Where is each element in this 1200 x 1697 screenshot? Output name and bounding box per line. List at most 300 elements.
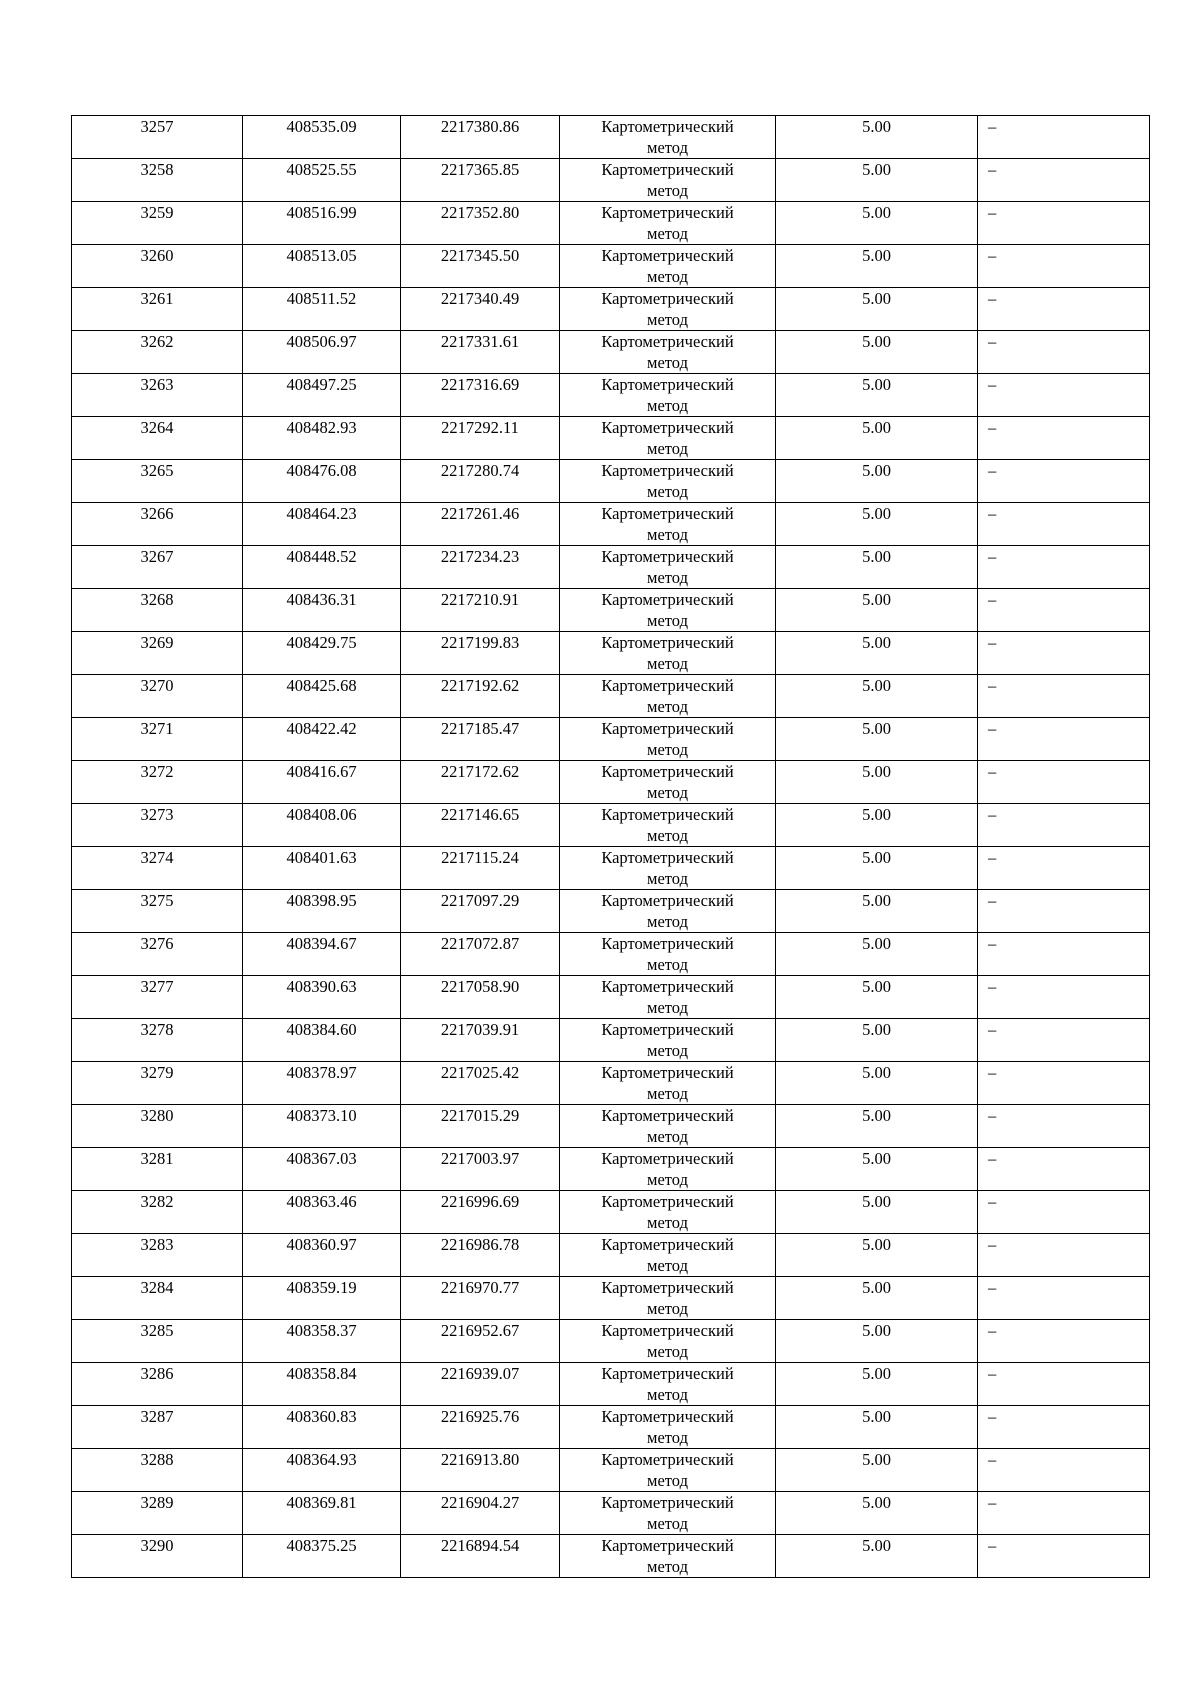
table-row [72, 1363, 1150, 1406]
description-cell: – [978, 1320, 1150, 1363]
method-line-2: метод [647, 955, 688, 974]
method-line-1: Картометрический [601, 633, 734, 652]
method-cell [560, 202, 776, 245]
method-line-2: метод [647, 654, 688, 673]
description-cell: – [978, 116, 1150, 159]
accuracy-cell: 5.00 [776, 1449, 978, 1492]
description-cell: – [978, 933, 1150, 976]
point-number-cell: 3285 [72, 1320, 243, 1363]
accuracy-cell: 5.00 [776, 331, 978, 374]
method-line-2: метод [647, 826, 688, 845]
method-line-2: метод [647, 998, 688, 1017]
method-line-1: Картометрический [601, 1020, 734, 1039]
method-line-1: Картометрический [601, 1493, 734, 1512]
table-row [72, 288, 1150, 331]
description-cell: – [978, 675, 1150, 718]
description-cell: – [978, 847, 1150, 890]
method-line-2: метод [647, 740, 688, 759]
x-coordinate-cell: 408394.67 [243, 933, 401, 976]
x-coordinate-cell: 408369.81 [243, 1492, 401, 1535]
point-number-cell: 3260 [72, 245, 243, 288]
method-line-1: Картометрический [601, 719, 734, 738]
y-coordinate-cell: 2216986.78 [401, 1234, 560, 1277]
accuracy-cell: 5.00 [776, 1148, 978, 1191]
method-cell [560, 1363, 776, 1406]
method-cell [560, 1406, 776, 1449]
x-coordinate-cell: 408511.52 [243, 288, 401, 331]
y-coordinate-cell: 2217210.91 [401, 589, 560, 632]
table-row [72, 718, 1150, 761]
point-number-cell: 3261 [72, 288, 243, 331]
accuracy-cell: 5.00 [776, 374, 978, 417]
y-coordinate-cell: 2217292.11 [401, 417, 560, 460]
table-row [72, 1277, 1150, 1320]
x-coordinate-cell: 408516.99 [243, 202, 401, 245]
method-cell [560, 1191, 776, 1234]
x-coordinate-cell: 408416.67 [243, 761, 401, 804]
x-coordinate-cell: 408363.46 [243, 1191, 401, 1234]
x-coordinate-cell: 408358.37 [243, 1320, 401, 1363]
method-line-2: метод [647, 1170, 688, 1189]
method-cell [560, 1320, 776, 1363]
y-coordinate-cell: 2217340.49 [401, 288, 560, 331]
y-coordinate-cell: 2216939.07 [401, 1363, 560, 1406]
description-cell: – [978, 1277, 1150, 1320]
method-cell [560, 374, 776, 417]
method-cell [560, 1277, 776, 1320]
accuracy-cell: 5.00 [776, 1019, 978, 1062]
method-cell [560, 417, 776, 460]
table-row [72, 804, 1150, 847]
method-cell [560, 546, 776, 589]
method-line-2: метод [647, 783, 688, 802]
accuracy-cell: 5.00 [776, 804, 978, 847]
x-coordinate-cell: 408401.63 [243, 847, 401, 890]
y-coordinate-cell: 2217039.91 [401, 1019, 560, 1062]
table-row [72, 632, 1150, 675]
method-line-1: Картометрический [601, 1321, 734, 1340]
method-cell [560, 976, 776, 1019]
method-cell [560, 1019, 776, 1062]
accuracy-cell: 5.00 [776, 1320, 978, 1363]
description-cell: – [978, 1449, 1150, 1492]
y-coordinate-cell: 2217261.46 [401, 503, 560, 546]
table-row [72, 245, 1150, 288]
description-cell: – [978, 632, 1150, 675]
y-coordinate-cell: 2216925.76 [401, 1406, 560, 1449]
table-row [72, 1019, 1150, 1062]
method-line-1: Картометрический [601, 1235, 734, 1254]
accuracy-cell: 5.00 [776, 417, 978, 460]
y-coordinate-cell: 2217015.29 [401, 1105, 560, 1148]
table-row [72, 546, 1150, 589]
table-row [72, 675, 1150, 718]
accuracy-cell: 5.00 [776, 460, 978, 503]
x-coordinate-cell: 408358.84 [243, 1363, 401, 1406]
table-row [72, 1148, 1150, 1191]
method-line-2: метод [647, 1471, 688, 1490]
y-coordinate-cell: 2217234.23 [401, 546, 560, 589]
y-coordinate-cell: 2217316.69 [401, 374, 560, 417]
x-coordinate-cell: 408390.63 [243, 976, 401, 1019]
method-line-2: метод [647, 912, 688, 931]
x-coordinate-cell: 408476.08 [243, 460, 401, 503]
table-row [72, 933, 1150, 976]
point-number-cell: 3262 [72, 331, 243, 374]
accuracy-cell: 5.00 [776, 1492, 978, 1535]
accuracy-cell: 5.00 [776, 202, 978, 245]
accuracy-cell: 5.00 [776, 1105, 978, 1148]
y-coordinate-cell: 2217345.50 [401, 245, 560, 288]
method-cell [560, 116, 776, 159]
description-cell: – [978, 159, 1150, 202]
method-line-1: Картометрический [601, 1106, 734, 1125]
x-coordinate-cell: 408408.06 [243, 804, 401, 847]
method-line-2: метод [647, 697, 688, 716]
table-row [72, 331, 1150, 374]
y-coordinate-cell: 2216952.67 [401, 1320, 560, 1363]
point-number-cell: 3271 [72, 718, 243, 761]
method-cell [560, 1148, 776, 1191]
method-line-2: метод [647, 267, 688, 286]
point-number-cell: 3281 [72, 1148, 243, 1191]
method-cell [560, 159, 776, 202]
description-cell: – [978, 460, 1150, 503]
point-number-cell: 3277 [72, 976, 243, 1019]
x-coordinate-cell: 408525.55 [243, 159, 401, 202]
method-line-1: Картометрический [601, 332, 734, 351]
method-line-2: метод [647, 1514, 688, 1533]
point-number-cell: 3257 [72, 116, 243, 159]
description-cell: – [978, 1019, 1150, 1062]
y-coordinate-cell: 2217365.85 [401, 159, 560, 202]
point-number-cell: 3288 [72, 1449, 243, 1492]
point-number-cell: 3264 [72, 417, 243, 460]
x-coordinate-cell: 408398.95 [243, 890, 401, 933]
method-line-1: Картометрический [601, 203, 734, 222]
method-line-1: Картометрический [601, 1278, 734, 1297]
method-line-2: метод [647, 525, 688, 544]
method-cell [560, 589, 776, 632]
accuracy-cell: 5.00 [776, 288, 978, 331]
point-number-cell: 3270 [72, 675, 243, 718]
y-coordinate-cell: 2217172.62 [401, 761, 560, 804]
description-cell: – [978, 718, 1150, 761]
point-number-cell: 3263 [72, 374, 243, 417]
method-cell [560, 245, 776, 288]
accuracy-cell: 5.00 [776, 976, 978, 1019]
description-cell: – [978, 1062, 1150, 1105]
method-cell [560, 1234, 776, 1277]
point-number-cell: 3279 [72, 1062, 243, 1105]
method-cell [560, 890, 776, 933]
method-line-2: метод [647, 353, 688, 372]
method-cell [560, 933, 776, 976]
y-coordinate-cell: 2217199.83 [401, 632, 560, 675]
description-cell: – [978, 1234, 1150, 1277]
x-coordinate-cell: 408378.97 [243, 1062, 401, 1105]
description-cell: – [978, 503, 1150, 546]
table-row [72, 1320, 1150, 1363]
method-cell [560, 675, 776, 718]
x-coordinate-cell: 408436.31 [243, 589, 401, 632]
point-number-cell: 3289 [72, 1492, 243, 1535]
method-cell [560, 460, 776, 503]
point-number-cell: 3278 [72, 1019, 243, 1062]
table-row [72, 1449, 1150, 1492]
point-number-cell: 3272 [72, 761, 243, 804]
method-line-2: метод [647, 1084, 688, 1103]
method-cell [560, 847, 776, 890]
method-line-2: метод [647, 310, 688, 329]
point-number-cell: 3258 [72, 159, 243, 202]
accuracy-cell: 5.00 [776, 761, 978, 804]
method-line-1: Картометрический [601, 977, 734, 996]
table-row [72, 417, 1150, 460]
method-cell [560, 331, 776, 374]
y-coordinate-cell: 2217331.61 [401, 331, 560, 374]
accuracy-cell: 5.00 [776, 159, 978, 202]
point-number-cell: 3283 [72, 1234, 243, 1277]
table-row [72, 1234, 1150, 1277]
method-line-1: Картометрический [601, 934, 734, 953]
point-number-cell: 3265 [72, 460, 243, 503]
point-number-cell: 3268 [72, 589, 243, 632]
method-line-1: Картометрический [601, 676, 734, 695]
method-line-1: Картометрический [601, 1192, 734, 1211]
method-line-2: метод [647, 1385, 688, 1404]
y-coordinate-cell: 2217352.80 [401, 202, 560, 245]
description-cell: – [978, 761, 1150, 804]
description-cell: – [978, 589, 1150, 632]
method-line-2: метод [647, 1428, 688, 1447]
description-cell: – [978, 1191, 1150, 1234]
coordinates-table [71, 115, 1150, 1578]
point-number-cell: 3276 [72, 933, 243, 976]
method-cell [560, 288, 776, 331]
description-cell: – [978, 417, 1150, 460]
method-cell [560, 1449, 776, 1492]
method-line-2: метод [647, 611, 688, 630]
method-line-1: Картометрический [601, 1450, 734, 1469]
method-line-2: метод [647, 482, 688, 501]
accuracy-cell: 5.00 [776, 1535, 978, 1578]
document-page [71, 115, 1149, 1578]
x-coordinate-cell: 408422.42 [243, 718, 401, 761]
table-row [72, 1062, 1150, 1105]
point-number-cell: 3275 [72, 890, 243, 933]
method-line-2: метод [647, 439, 688, 458]
method-cell [560, 761, 776, 804]
x-coordinate-cell: 408429.75 [243, 632, 401, 675]
method-line-1: Картометрический [601, 1063, 734, 1082]
y-coordinate-cell: 2217072.87 [401, 933, 560, 976]
point-number-cell: 3266 [72, 503, 243, 546]
method-line-1: Картометрический [601, 1149, 734, 1168]
x-coordinate-cell: 408359.19 [243, 1277, 401, 1320]
method-line-2: метод [647, 1256, 688, 1275]
table-row [72, 159, 1150, 202]
y-coordinate-cell: 2216904.27 [401, 1492, 560, 1535]
y-coordinate-cell: 2217185.47 [401, 718, 560, 761]
method-line-2: метод [647, 1041, 688, 1060]
method-line-1: Картометрический [601, 891, 734, 910]
method-line-1: Картометрический [601, 117, 734, 136]
y-coordinate-cell: 2217192.62 [401, 675, 560, 718]
y-coordinate-cell: 2216913.80 [401, 1449, 560, 1492]
method-line-2: метод [647, 396, 688, 415]
table-row [72, 589, 1150, 632]
description-cell: – [978, 890, 1150, 933]
method-line-1: Картометрический [601, 461, 734, 480]
x-coordinate-cell: 408373.10 [243, 1105, 401, 1148]
method-cell [560, 718, 776, 761]
point-number-cell: 3287 [72, 1406, 243, 1449]
y-coordinate-cell: 2217115.24 [401, 847, 560, 890]
method-cell [560, 1535, 776, 1578]
x-coordinate-cell: 408464.23 [243, 503, 401, 546]
table-row [72, 116, 1150, 159]
method-line-2: метод [647, 224, 688, 243]
table-row [72, 1105, 1150, 1148]
method-line-2: метод [647, 1127, 688, 1146]
method-line-2: метод [647, 181, 688, 200]
accuracy-cell: 5.00 [776, 1363, 978, 1406]
accuracy-cell: 5.00 [776, 632, 978, 675]
table-row [72, 761, 1150, 804]
accuracy-cell: 5.00 [776, 890, 978, 933]
description-cell: – [978, 374, 1150, 417]
accuracy-cell: 5.00 [776, 503, 978, 546]
method-line-2: метод [647, 138, 688, 157]
description-cell: – [978, 331, 1150, 374]
table-row [72, 202, 1150, 245]
method-line-1: Картометрический [601, 504, 734, 523]
description-cell: – [978, 1406, 1150, 1449]
point-number-cell: 3280 [72, 1105, 243, 1148]
accuracy-cell: 5.00 [776, 718, 978, 761]
method-cell [560, 503, 776, 546]
method-line-1: Картометрический [601, 289, 734, 308]
table-row [72, 374, 1150, 417]
accuracy-cell: 5.00 [776, 589, 978, 632]
x-coordinate-cell: 408364.93 [243, 1449, 401, 1492]
table-row [72, 976, 1150, 1019]
accuracy-cell: 5.00 [776, 546, 978, 589]
y-coordinate-cell: 2216894.54 [401, 1535, 560, 1578]
accuracy-cell: 5.00 [776, 1062, 978, 1105]
point-number-cell: 3284 [72, 1277, 243, 1320]
y-coordinate-cell: 2217025.42 [401, 1062, 560, 1105]
x-coordinate-cell: 408513.05 [243, 245, 401, 288]
x-coordinate-cell: 408506.97 [243, 331, 401, 374]
method-line-1: Картометрический [601, 246, 734, 265]
y-coordinate-cell: 2217097.29 [401, 890, 560, 933]
table-row [72, 890, 1150, 933]
accuracy-cell: 5.00 [776, 675, 978, 718]
description-cell: – [978, 1148, 1150, 1191]
accuracy-cell: 5.00 [776, 116, 978, 159]
point-number-cell: 3282 [72, 1191, 243, 1234]
method-cell [560, 1062, 776, 1105]
description-cell: – [978, 202, 1150, 245]
method-line-1: Картометрический [601, 762, 734, 781]
method-line-1: Картометрический [601, 805, 734, 824]
method-line-1: Картометрический [601, 375, 734, 394]
method-cell [560, 632, 776, 675]
point-number-cell: 3286 [72, 1363, 243, 1406]
accuracy-cell: 5.00 [776, 1406, 978, 1449]
y-coordinate-cell: 2217280.74 [401, 460, 560, 503]
x-coordinate-cell: 408360.83 [243, 1406, 401, 1449]
description-cell: – [978, 546, 1150, 589]
accuracy-cell: 5.00 [776, 1234, 978, 1277]
method-cell [560, 804, 776, 847]
x-coordinate-cell: 408425.68 [243, 675, 401, 718]
method-line-1: Картометрический [601, 590, 734, 609]
x-coordinate-cell: 408497.25 [243, 374, 401, 417]
description-cell: – [978, 1535, 1150, 1578]
method-line-2: метод [647, 1342, 688, 1361]
accuracy-cell: 5.00 [776, 1277, 978, 1320]
method-line-1: Картометрический [601, 1536, 734, 1555]
method-line-2: метод [647, 1213, 688, 1232]
y-coordinate-cell: 2217058.90 [401, 976, 560, 1019]
description-cell: – [978, 245, 1150, 288]
description-cell: – [978, 804, 1150, 847]
x-coordinate-cell: 408360.97 [243, 1234, 401, 1277]
description-cell: – [978, 976, 1150, 1019]
y-coordinate-cell: 2217380.86 [401, 116, 560, 159]
method-line-2: метод [647, 568, 688, 587]
table-row [72, 847, 1150, 890]
y-coordinate-cell: 2216970.77 [401, 1277, 560, 1320]
method-line-1: Картометрический [601, 1364, 734, 1383]
description-cell: – [978, 288, 1150, 331]
method-line-2: метод [647, 869, 688, 888]
table-row [72, 1191, 1150, 1234]
table-row [72, 1406, 1150, 1449]
method-line-1: Картометрический [601, 160, 734, 179]
coordinates-table-body [72, 116, 1150, 1578]
point-number-cell: 3274 [72, 847, 243, 890]
method-line-2: метод [647, 1299, 688, 1318]
point-number-cell: 3273 [72, 804, 243, 847]
point-number-cell: 3267 [72, 546, 243, 589]
point-number-cell: 3290 [72, 1535, 243, 1578]
method-cell [560, 1105, 776, 1148]
accuracy-cell: 5.00 [776, 1191, 978, 1234]
method-cell [560, 1492, 776, 1535]
x-coordinate-cell: 408367.03 [243, 1148, 401, 1191]
y-coordinate-cell: 2217003.97 [401, 1148, 560, 1191]
table-row [72, 460, 1150, 503]
description-cell: – [978, 1363, 1150, 1406]
x-coordinate-cell: 408375.25 [243, 1535, 401, 1578]
accuracy-cell: 5.00 [776, 933, 978, 976]
method-line-1: Картометрический [601, 418, 734, 437]
y-coordinate-cell: 2216996.69 [401, 1191, 560, 1234]
description-cell: – [978, 1492, 1150, 1535]
x-coordinate-cell: 408535.09 [243, 116, 401, 159]
method-line-1: Картометрический [601, 848, 734, 867]
description-cell: – [978, 1105, 1150, 1148]
x-coordinate-cell: 408448.52 [243, 546, 401, 589]
table-row [72, 1535, 1150, 1578]
table-row [72, 503, 1150, 546]
table-row [72, 1492, 1150, 1535]
point-number-cell: 3269 [72, 632, 243, 675]
